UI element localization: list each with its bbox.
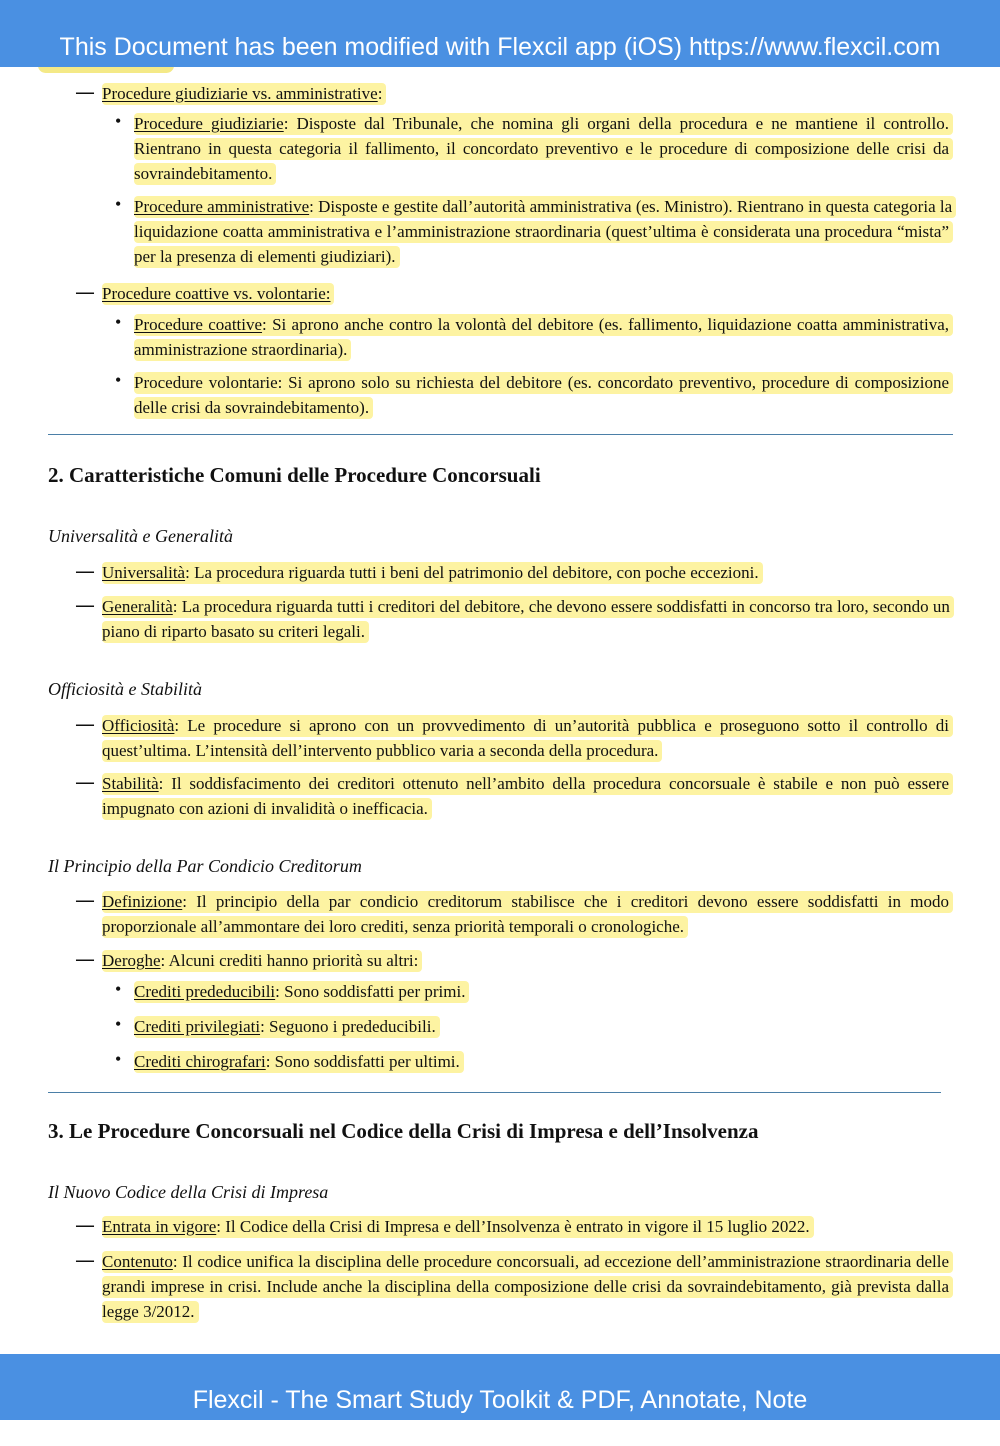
list-item-universalita [75,559,962,585]
list-item-crediti-privilegiati [115,1014,954,1039]
list-text: : Il codice unifica la disciplina delle procedure concorsuali, ad eccezione dell’amministrazione straordinaria delle grandi imprese in crisi. Include anche la disciplina della composizione delle crisi da sovraindebitamento, già prevista dalla legge 3/2012. [102,1252,949,1321]
list-text: : Sono soddisfatti per ultimi. [265,1052,460,1071]
dash-bullet-icon: — [75,770,95,794]
term: Procedure amministrative [134,197,310,216]
term: Procedure coattive [134,315,263,334]
list-text: : La procedura riguarda tutti i beni del patrimonio del debitore, con poche eccezioni. [185,563,759,582]
list-item-contenuto [75,1248,953,1324]
term: Entrata in vigore [102,1217,217,1236]
term: Generalità [102,597,173,616]
section-heading: 3. Le Procedure Concorsuali nel Codice della Crisi di Impresa e dell’Insolvenza [48,1119,759,1143]
list-text: : Il soddisfacimento dei creditori ottenuto nell’ambito della procedura concorsuale è stabile e non può essere impugnato con azioni di invalidità o inefficacia. [102,774,949,818]
term: Procedure coattive vs. volontarie: [102,284,331,303]
list-text: : Alcuni crediti hanno priorità su altri: [160,951,419,970]
bullet-icon: • [115,194,122,214]
term: Procedure giudiziarie [134,114,284,133]
list-text: : Si aprono anche contro la volontà del debitore (es. fallimento, liquidazione coatta amministrativa, amministrazione straordinaria). [134,315,949,359]
subsection-title: Officiosità e Stabilità [48,679,202,699]
term: Universalità [102,563,186,582]
term: Crediti chirografari [134,1052,266,1071]
list-item-crediti-chirografari [115,1049,954,1074]
section-divider [48,1092,941,1093]
subsection-title: Il Nuovo Codice della Crisi di Impresa [48,1182,329,1202]
dash-bullet-icon: — [75,1248,95,1272]
list-item-procedure-coattive [115,312,953,362]
section-heading: 2. Caratteristiche Comuni delle Procedure Concorsuali [48,463,541,487]
list-text: : Seguono i prededucibili. [260,1017,436,1036]
term: Contenuto [102,1252,173,1271]
list-text: : La procedura riguarda tutti i creditori del debitore, che devono essere soddisfatti in concorso tra loro, secondo un piano di riparto basato su criteri legali. [102,597,950,641]
list-text: : Le procedure si aprono con un provvedimento di un’autorità pubblica e proseguono sotto il controllo di quest’ultima. L’intensità dell’intervento pubblico varia a seconda della procedura. [102,716,949,760]
list-item-officiosita [75,712,953,763]
list-item-entrata-in-vigore [75,1213,962,1239]
flexcil-bottom-banner: Flexcil - The Smart Study Toolkit & PDF, Annotate, Note [0,1354,1000,1420]
dash-bullet-icon: — [75,712,95,736]
list-text: : Disposte dal Tribunale, che nomina gli organi della procedura e ne mantiene il controllo. Rientrano in questa categoria il fallimento, il concordato preventivo e le procedure di composizione delle crisi da sovraindebitamento. [134,114,949,183]
list-text: : Disposte e gestite dall’autorità amministrativa (es. Ministro). Rientrano in questa categoria la liquidazione coatta amministrativa e l’amministrazione straordinaria (quest’ultima è considerata una procedura “mista” per la presenza di elementi giudiziari). [134,197,953,266]
term: Deroghe [102,951,161,970]
list-item-procedure-coattive-vs-volontarie [75,280,962,306]
flexcil-top-banner: This Document has been modified with Flexcil app (iOS) https://www.flexcil.com [0,0,1000,67]
list-item-crediti-prededucibili [115,979,954,1004]
list-text: : Il principio della par condicio creditorum stabilisce che i creditori devono essere soddisfatti in modo proporzionale all’ammontare dei loro crediti, senza priorità temporali o cronologiche. [102,892,949,936]
bullet-icon: • [115,312,122,332]
bullet-icon: • [115,370,122,390]
term: Definizione [102,892,183,911]
dash-bullet-icon: — [75,947,95,971]
term: Officiosità [102,716,175,735]
dash-bullet-icon: — [75,280,95,304]
list-item-procedure-giudiziarie-vs-amministrative [75,80,962,106]
list-item-stabilita [75,770,953,821]
dash-bullet-icon: — [75,888,95,912]
list-item-procedure-giudiziarie [115,111,953,186]
bullet-icon: • [115,979,122,999]
list-item-procedure-amministrative [115,194,953,269]
bullet-icon: • [115,1014,122,1034]
list-text: : [377,84,383,103]
list-item-generalita [75,593,953,644]
term: Stabilità [102,774,159,793]
subsection-title: Il Principio della Par Condicio Creditorum [48,856,362,876]
list-text: : Il Codice della Crisi di Impresa e dell’Insolvenza è entrato in vigore il 15 luglio 2022. [216,1217,810,1236]
term: Crediti privilegiati [134,1017,261,1036]
section-divider [48,434,953,435]
list-text: : Sono soddisfatti per primi. [275,982,466,1001]
list-text: Procedure volontarie: Si aprono solo su richiesta del debitore (es. concordato preventivo, procedure di composizione delle crisi da sovraindebitamento). [134,372,953,419]
list-item-procedure-volontarie [115,370,953,420]
dash-bullet-icon: — [75,1213,95,1237]
list-item-deroghe [75,947,962,973]
bullet-icon: • [115,111,122,131]
dash-bullet-icon: — [75,80,95,104]
bullet-icon: • [115,1049,122,1069]
term: Procedure giudiziarie vs. amministrative [102,84,378,103]
term: Crediti prededucibili [134,982,276,1001]
dash-bullet-icon: — [75,593,95,617]
dash-bullet-icon: — [75,559,95,583]
list-item-definizione [75,888,953,939]
subsection-title: Universalità e Generalità [48,526,233,546]
